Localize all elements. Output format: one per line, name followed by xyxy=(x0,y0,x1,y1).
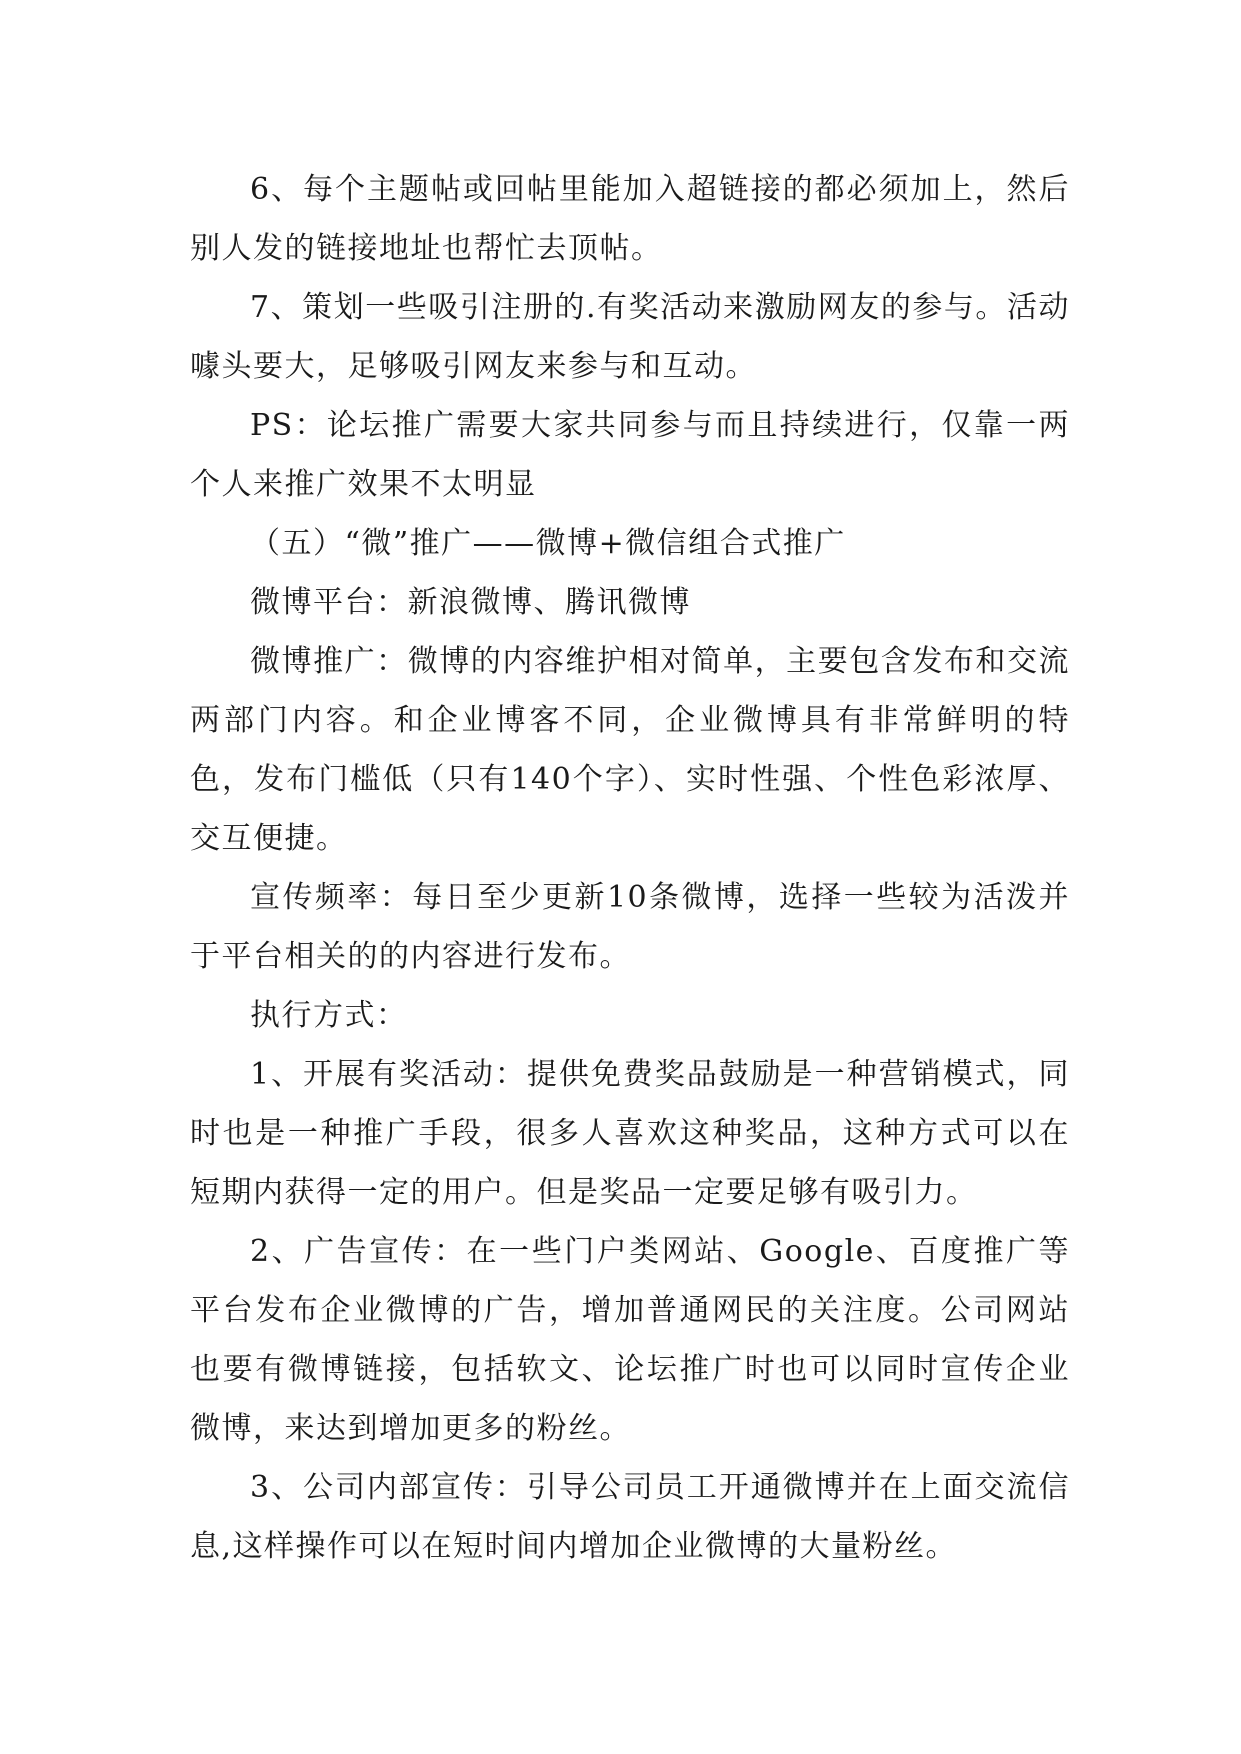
paragraph-item-6: 6、每个主题帖或回帖里能加入超链接的都必须加上，然后别人发的链接地址也帮忙去顶帖。 xyxy=(190,172,1070,266)
paragraph-ps-note: PS：论坛推广需要大家共同参与而且持续进行，仅靠一两个人来推广效果不太明显 xyxy=(190,408,1070,502)
paragraph-method-2: 2、广告宣传：在一些门户类网站、Google、百度推广等平台发布企业微博的广告，增加普通网民的关注度。公司网站也要有微博链接，包括软文、论坛推广时也可以同时宣传企业微博，来达到增加更多的粉丝。 xyxy=(190,1234,1070,1446)
paragraph-method-3: 3、公司内部宣传：引导公司员工开通微博并在上面交流信息,这样操作可以在短时间内增加企业微博的大量粉丝。 xyxy=(190,1470,1070,1564)
document-body xyxy=(190,160,1070,1576)
section-heading: （五）“微”推广——微博+微信组合式推广 xyxy=(250,526,846,561)
paragraph-method-1: 1、开展有奖活动：提供免费奖品鼓励是一种营销模式，同时也是一种推广手段，很多人喜欢这种奖品，这种方式可以在短期内获得一定的用户。但是奖品一定要足够有吸引力。 xyxy=(190,1057,1070,1210)
paragraph-weibo-platform: 微博平台：新浪微博、腾讯微博 xyxy=(250,585,691,620)
paragraph-execution-method: 执行方式： xyxy=(250,998,408,1033)
paragraph-publish-frequency: 宣传频率：每日至少更新10条微博，选择一些较为活泼并于平台相关的的内容进行发布。 xyxy=(190,880,1070,974)
paragraph-item-7: 7、策划一些吸引注册的.有奖活动来激励网友的参与。活动噱头要大，足够吸引网友来参与和互动。 xyxy=(190,290,1070,384)
paragraph-weibo-promotion: 微博推广：微博的内容维护相对简单，主要包含发布和交流两部门内容。和企业博客不同，企业微博具有非常鲜明的特色，发布门槛低（只有140个字）、实时性强、个性色彩浓厚、交互便捷。 xyxy=(190,644,1070,856)
